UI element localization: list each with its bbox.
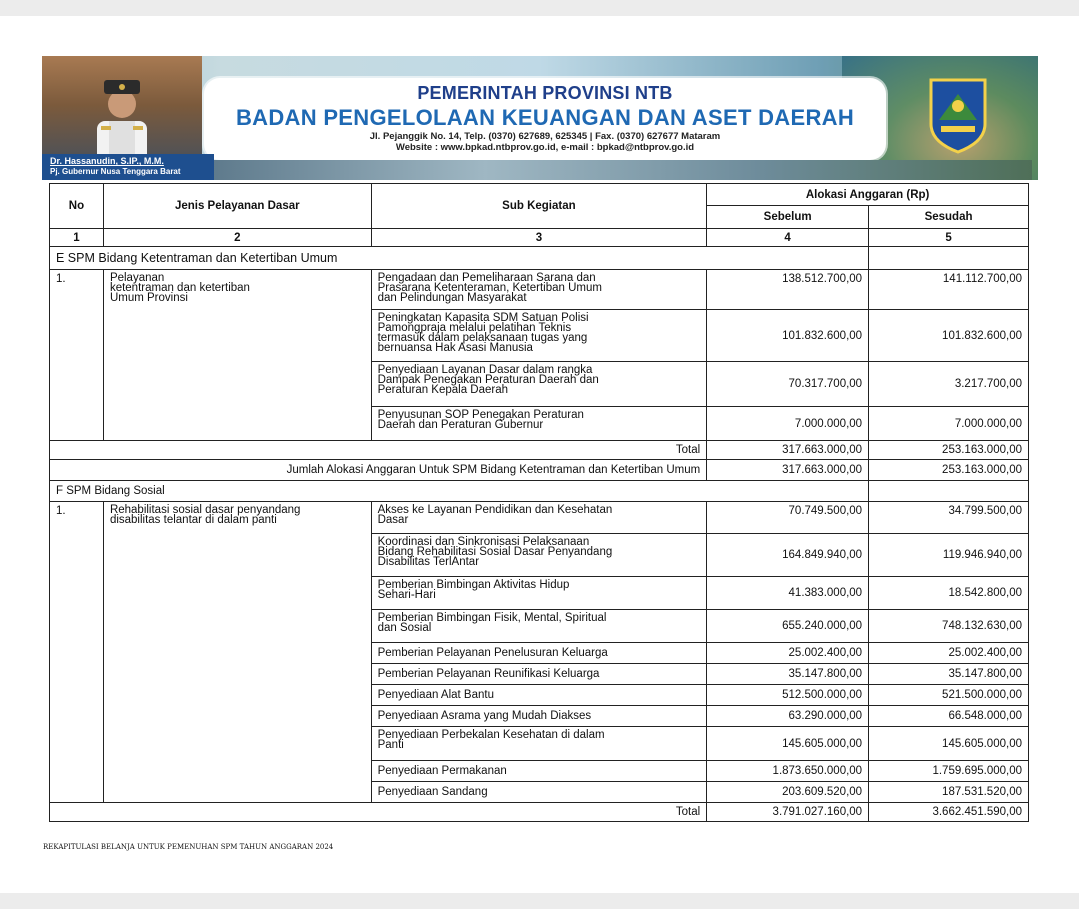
total-sebelum: 317.663.000,00 — [707, 441, 869, 460]
row-sesudah: 748.132.630,00 — [869, 610, 1029, 643]
row-sesudah: 101.832.600,00 — [869, 310, 1029, 362]
row-sub-kegiatan: Peningkatan Kapasita SDM Satuan Polisi Pamongpraja melalui pelatihan Teknis termasuk dalam pelaksanaan tugas yang bernuansa Hak Asasi Manusia — [371, 310, 707, 362]
total-sebelum: 3.791.027.160,00 — [707, 803, 869, 822]
row-sebelum: 70.749.500,00 — [707, 502, 869, 534]
header-banner — [42, 56, 1038, 180]
row-sesudah: 25.002.400,00 — [869, 643, 1029, 664]
row-sebelum: 7.000.000,00 — [707, 407, 869, 441]
row-sebelum: 41.383.000,00 — [707, 577, 869, 610]
official-name: Dr. Hassanudin, S.IP., M.M. — [50, 156, 164, 166]
header-no: No — [50, 184, 104, 229]
row-sebelum: 203.609.520,00 — [707, 782, 869, 803]
government-title: PEMERINTAH PROVINSI NTB — [417, 83, 673, 103]
agency-header-board — [204, 78, 886, 160]
colnum-2: 2 — [103, 229, 371, 247]
row-sub-kegiatan: Penyediaan Alat Bantu — [371, 685, 707, 706]
total-sesudah: 3.662.451.590,00 — [869, 803, 1029, 822]
colnum-4: 4 — [707, 229, 869, 247]
colnum-3: 3 — [371, 229, 707, 247]
colnum-5: 5 — [869, 229, 1029, 247]
row-sesudah: 521.500.000,00 — [869, 685, 1029, 706]
jumlah-sesudah: 253.163.000,00 — [869, 460, 1029, 481]
row-sebelum: 145.605.000,00 — [707, 727, 869, 761]
section-row — [50, 481, 1029, 502]
jumlah-row — [50, 460, 1029, 481]
header-alokasi: Alokasi Anggaran (Rp) — [707, 184, 1029, 206]
row-sesudah: 119.946.940,00 — [869, 534, 1029, 577]
row-sebelum: 25.002.400,00 — [707, 643, 869, 664]
row-sesudah: 18.542.800,00 — [869, 577, 1029, 610]
agency-title: BADAN PENGELOLAAN KEUANGAN DAN ASET DAERAH — [235, 105, 855, 130]
row-sebelum: 35.147.800,00 — [707, 664, 869, 685]
table-row — [50, 270, 1029, 310]
total-label: Total — [50, 803, 707, 822]
row-sub-kegiatan: Pemberian Bimbingan Aktivitas Hidup Sehari-Hari — [371, 577, 707, 610]
colnum-1: 1 — [50, 229, 104, 247]
official-caption — [42, 154, 214, 180]
row-sub-kegiatan: Pemberian Bimbingan Fisik, Mental, Spiritual dan Sosial — [371, 610, 707, 643]
row-sesudah: 35.147.800,00 — [869, 664, 1029, 685]
row-no: 1. — [50, 270, 104, 441]
row-sesudah: 187.531.520,00 — [869, 782, 1029, 803]
table-header-row — [50, 184, 1029, 206]
row-sub-kegiatan: Penyediaan Asrama yang Mudah Diakses — [371, 706, 707, 727]
total-sesudah: 253.163.000,00 — [869, 441, 1029, 460]
section-row — [50, 247, 1029, 270]
agency-address: Jl. Pejanggik No. 14, Telp. (0370) 627689, 625345 | Fax. (0370) 627677 Mataram — [369, 131, 721, 142]
row-sub-kegiatan: Pemberian Pelayanan Penelusuran Keluarga — [371, 643, 707, 664]
row-sesudah: 7.000.000,00 — [869, 407, 1029, 441]
spm-budget-table — [49, 183, 1029, 822]
row-sebelum: 138.512.700,00 — [707, 270, 869, 310]
section-e-title: E SPM Bidang Ketentraman dan Ketertiban Umum — [50, 247, 869, 270]
row-jenis: Rehabilitasi sosial dasar penyandang disabilitas telantar di dalam panti — [103, 502, 371, 803]
section-f-title: F SPM Bidang Sosial — [50, 481, 869, 502]
header-jenis: Jenis Pelayanan Dasar — [103, 184, 371, 229]
total-label: Total — [50, 441, 707, 460]
header-sebelum: Sebelum — [707, 206, 869, 229]
total-row — [50, 803, 1029, 822]
province-emblem-icon — [927, 76, 989, 154]
row-sebelum: 512.500.000,00 — [707, 685, 869, 706]
row-sub-kegiatan: Penyediaan Sandang — [371, 782, 707, 803]
row-sub-kegiatan: Akses ke Layanan Pendidikan dan Kesehatan Dasar — [371, 502, 707, 534]
row-sub-kegiatan: Pemberian Pelayanan Reunifikasi Keluarga — [371, 664, 707, 685]
column-number-row — [50, 229, 1029, 247]
row-sub-kegiatan: Penyediaan Permakanan — [371, 761, 707, 782]
jumlah-label: Jumlah Alokasi Anggaran Untuk SPM Bidang Ketentraman dan Ketertiban Umum — [50, 460, 707, 481]
official-role: Pj. Gubernur Nusa Tenggara Barat — [50, 167, 181, 176]
row-sebelum: 63.290.000,00 — [707, 706, 869, 727]
row-sebelum: 1.873.650.000,00 — [707, 761, 869, 782]
row-no: 1. — [50, 502, 104, 803]
row-sub-kegiatan: Penyusunan SOP Penegakan Peraturan Daerah dan Peraturan Gubernur — [371, 407, 707, 441]
row-sebelum: 70.317.700,00 — [707, 362, 869, 407]
row-sub-kegiatan: Penyediaan Perbekalan Kesehatan di dalam Panti — [371, 727, 707, 761]
row-sesudah: 3.217.700,00 — [869, 362, 1029, 407]
row-sub-kegiatan: Koordinasi dan Sinkronisasi Pelaksanaan Bidang Rehabilitasi Sosial Dasar Penyandang Disabilitas TerlAntar — [371, 534, 707, 577]
jumlah-sebelum: 317.663.000,00 — [707, 460, 869, 481]
row-sub-kegiatan: Pengadaan dan Pemeliharaan Sarana dan Prasarana Ketenteraman, Ketertiban Umum dan Pelindungan Masyarakat — [371, 270, 707, 310]
document-footer-caption: REKAPITULASI BELANJA UNTUK PEMENUHAN SPM TAHUN ANGGARAN 2024 — [43, 843, 334, 851]
row-sesudah: 66.548.000,00 — [869, 706, 1029, 727]
banner-road-strip — [212, 160, 1032, 180]
row-sebelum: 164.849.940,00 — [707, 534, 869, 577]
header-sesudah: Sesudah — [869, 206, 1029, 229]
row-jenis: Pelayanan ketentraman dan ketertiban Umum Provinsi — [103, 270, 371, 441]
row-sesudah: 34.799.500,00 — [869, 502, 1029, 534]
row-sesudah: 141.112.700,00 — [869, 270, 1029, 310]
agency-website: Website : www.bpkad.ntbprov.go.id, e-mail : bpkad@ntbprov.go.id — [395, 142, 695, 153]
table-row — [50, 502, 1029, 534]
row-sub-kegiatan: Penyediaan Layanan Dasar dalam rangka Dampak Penegakan Peraturan Daerah dan Peraturan Kepala Daerah — [371, 362, 707, 407]
row-sesudah: 1.759.695.000,00 — [869, 761, 1029, 782]
row-sesudah: 145.605.000,00 — [869, 727, 1029, 761]
row-sebelum: 101.832.600,00 — [707, 310, 869, 362]
row-sebelum: 655.240.000,00 — [707, 610, 869, 643]
header-sub-kegiatan: Sub Kegiatan — [371, 184, 707, 229]
total-row — [50, 441, 1029, 460]
